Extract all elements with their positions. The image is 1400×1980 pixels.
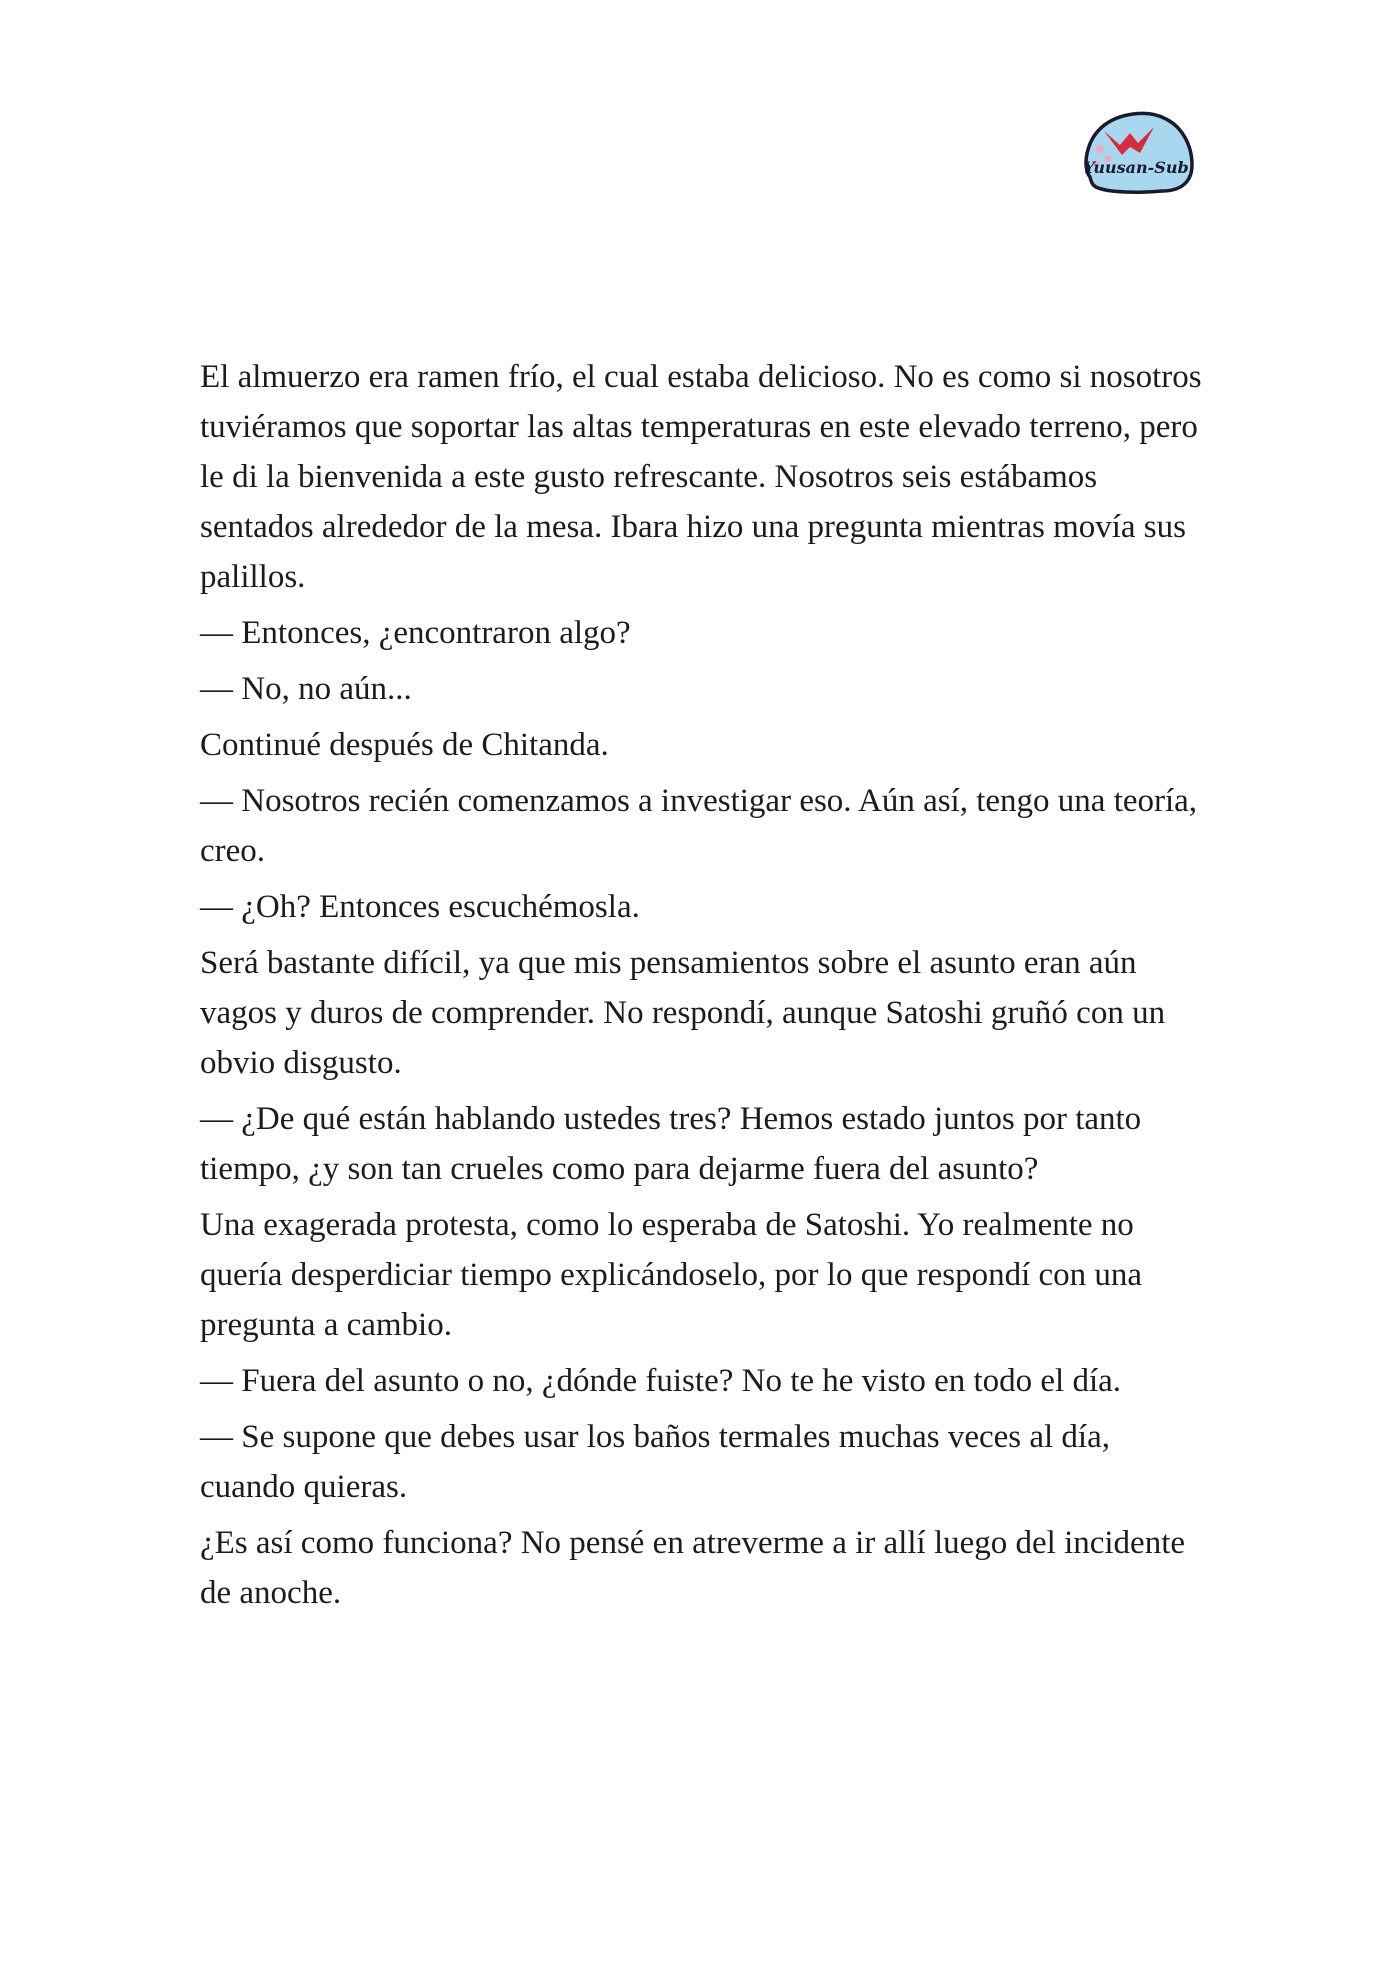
paragraph-8: — ¿De qué están hablando ustedes tres? Hemos estado juntos por tanto tiempo, ¿y son tan crueles como para dejarme fuera del asunto? bbox=[200, 1101, 1142, 1187]
paragraph-3: — No, no aún... bbox=[200, 671, 412, 707]
paragraph-5: — Nosotros recién comenzamos a investigar eso. Aún así, tengo una teoría, creo. bbox=[200, 783, 1198, 869]
paragraph-6: — ¿Oh? Entonces escuchémosla. bbox=[200, 889, 640, 925]
logo-text: Yuusan-Sub bbox=[1083, 158, 1189, 177]
paragraph-10: — Fuera del asunto o no, ¿dónde fuiste? No te he visto en todo el día. bbox=[200, 1363, 1122, 1399]
document-body bbox=[200, 352, 1210, 1624]
logo-badge-icon bbox=[1078, 105, 1196, 197]
paragraph-11: — Se supone que debes usar los baños termales muchas veces al día, cuando quieras. bbox=[200, 1419, 1110, 1505]
paragraph-1: El almuerzo era ramen frío, el cual estaba delicioso. No es como si nosotros tuviéramos que soportar las altas temperaturas en este elevado terreno, pero le di la bienvenida a este gusto refrescante. Nosotros seis estábamos sentados alrededor de la mesa. Ibara hizo una pregunta mientras movía sus palillos. bbox=[200, 359, 1202, 595]
paragraph-9: Una exagerada protesta, como lo esperaba de Satoshi. Yo realmente no quería desperdiciar tiempo explicándoselo, por lo que respondí con una pregunta a cambio. bbox=[200, 1207, 1143, 1343]
yuusan-sub-logo bbox=[1078, 105, 1196, 197]
paragraph-12: ¿Es así como funciona? No pensé en atreverme a ir allí luego del incidente de anoche. bbox=[200, 1525, 1186, 1611]
paragraph-4: Continué después de Chitanda. bbox=[200, 727, 609, 763]
paragraph-2: — Entonces, ¿encontraron algo? bbox=[200, 615, 631, 651]
paragraph-7: Será bastante difícil, ya que mis pensamientos sobre el asunto eran aún vagos y duros de comprender. No respondí, aunque Satoshi gruñó con un obvio disgusto. bbox=[200, 945, 1166, 1081]
